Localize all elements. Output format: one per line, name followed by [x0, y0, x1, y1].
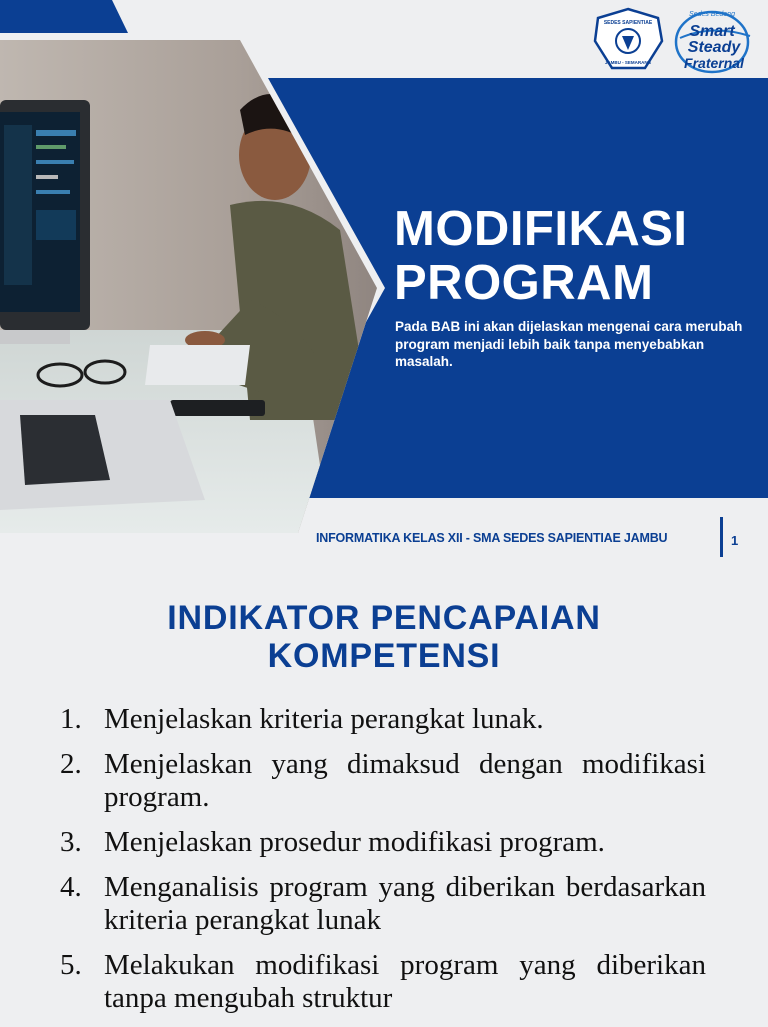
cover-subtitle: Pada BAB ini akan dijelaskan mengenai cara merubah program menjadi lebih baik tanpa menyebabkan masalah.	[395, 319, 743, 369]
list-item	[60, 703, 706, 736]
list-item-number: 1.	[60, 703, 82, 735]
slogan-line2: Steady	[687, 39, 741, 56]
slogan-top-text: Sedes Bedong	[689, 11, 735, 18]
list-item	[60, 826, 706, 859]
page-number: 1	[731, 533, 739, 548]
list-item-text: Menjelaskan yang dimaksud dengan modifikasi program.	[104, 748, 706, 813]
cover-title	[394, 202, 764, 310]
footer-divider	[720, 517, 723, 557]
list-item-text: Menganalisis program yang diberikan berdasarkan kriteria perangkat lunak	[104, 871, 706, 936]
slogan-line3: Fraternal	[684, 55, 744, 71]
list-item-number: 4.	[60, 871, 82, 903]
cover-title-line1: MODIFIKASI	[394, 202, 688, 256]
list-item-number: 5.	[60, 949, 82, 981]
indicators-slide	[0, 557, 768, 1024]
cover-title-line2: PROGRAM	[394, 256, 654, 310]
list-item	[60, 748, 706, 814]
school-emblem-subtext: JAMBU - SEMARANG	[604, 60, 652, 65]
indicators-list	[60, 703, 706, 1027]
list-item	[60, 871, 706, 937]
list-item-text: Melakukan modifikasi program yang diberikan tanpa mengubah struktur	[104, 949, 706, 1014]
slide-footer: INFORMATIKA KELAS XII - SMA SEDES SAPIENTIAE JAMBU	[316, 531, 668, 545]
indicators-title	[60, 599, 708, 675]
list-item	[60, 949, 706, 1015]
list-item-text: Menjelaskan prosedur modifikasi program.	[104, 826, 605, 858]
school-logos	[590, 6, 760, 76]
list-item-number: 2.	[60, 748, 82, 780]
school-emblem-text: SEDES SAPIENTIAE	[603, 20, 653, 26]
list-item-text: Menjelaskan kriteria perangkat lunak.	[104, 703, 544, 735]
list-item-number: 3.	[60, 826, 82, 858]
slogan-line1: Smart	[689, 23, 735, 40]
indicators-title-line2: KOMPETENSI	[267, 637, 501, 675]
indicators-title-line1: INDIKATOR PENCAPAIAN	[167, 599, 601, 637]
